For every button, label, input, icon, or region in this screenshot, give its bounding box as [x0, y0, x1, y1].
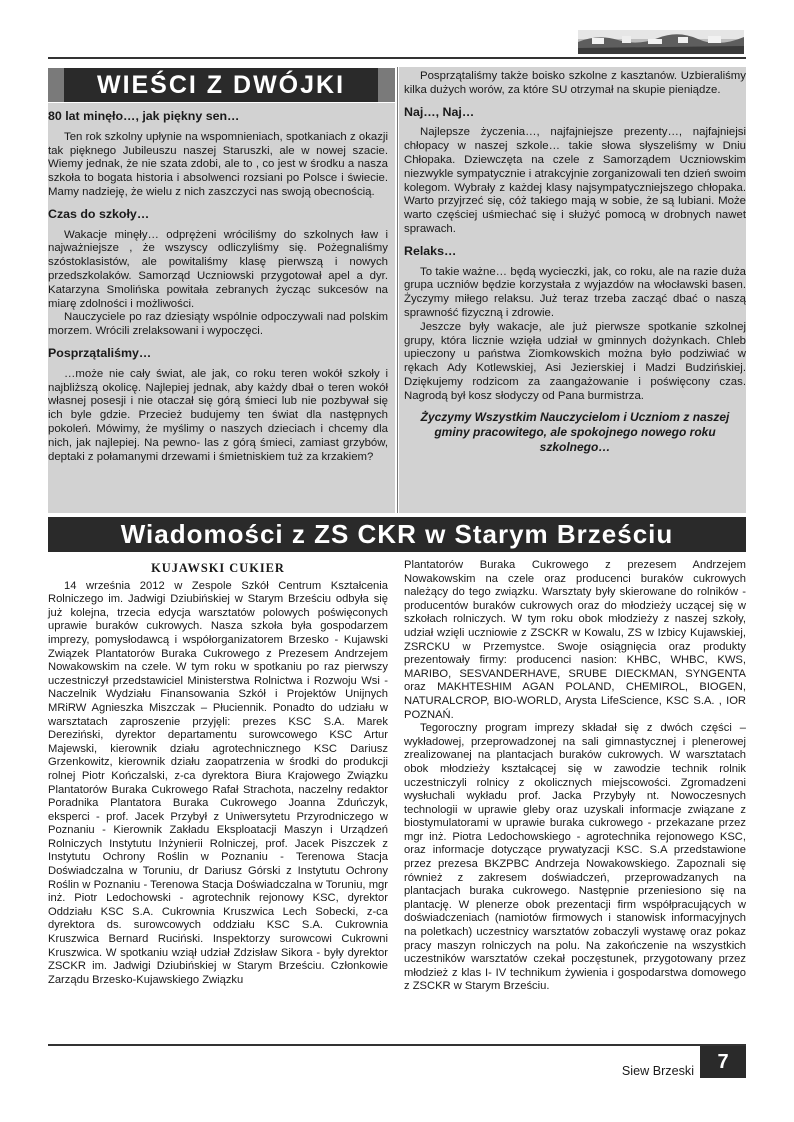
article-paragraph: Wakacje minęły… odprężeni wróciliśmy do szkolnych ław i najważniejsze , że wszyscy odliczyliśmy się. Pożegnaliśmy szóstoklasistów, ale powitaliśmy klasę pierwszą i nowych przedszkolaków. Samorząd Uczniowski przygotował apel a dyr. Katarzyna Smolińska powitała zebranych życząc sukcesów na miarę zdolności i możliwości.: [48, 228, 388, 310]
article-paragraph: Najlepsze życzenia…, najfajniejsze prezenty…, najfajniejsi chłopacy w naszej szkole… takie słowa słyszeliśmy w Dniu Chłopaka. Dziewczęta na czele z Samorządem Uczniowskim niezwykle sympatycznie i atrakcyjnie zorganizowali ten dzień swoim kolegom. Wybrały z każdej klasy najsympatyczniejszego chłopaka. Warto przyjrzeć się, cóż takiego mają w sobie, że są lubiani. Może warto częściej uśmiechać się i służyć pomocą w drobnych nawet sprawach.: [404, 126, 746, 235]
section2-title: Wiadomości z ZS CKR w Starym Brześciu: [120, 519, 674, 549]
closing-wishes: Życzymy Wszystkim Nauczycielom i Uczniom z naszej gminy pracowitego, ale spokojnego nowego roku szkolnego…: [420, 409, 730, 454]
article-heading: Czas do szkoły…: [48, 206, 150, 221]
section2-header: [48, 517, 746, 552]
page-number: 7: [700, 1046, 746, 1078]
article-paragraph: Nauczyciele po raz dziesiąty wspólnie odpoczywali nad polskim morzem. Wrócili zrelaksowani i wypoczęci.: [48, 311, 388, 338]
article-paragraph: …może nie cały świat, ale jak, co roku teren wokół szkoły i najbliższą okolicę. Najlepiej jednak, aby każdy dbał o teren wokół własnej posesji i nie otaczał się górą śmieci lub nie pozbywał się ich byle gdzie. Przecież budujemy ten świat dla następnych pokoleń. Mówimy, że myślimy o naszych dzieciach i chcemy dla nich, jak najlepiej. Na pewno- las z górą śmieci, zamiast grzybów, deptaki z połamanymi drzewami i śmietniskiem tuż za krzakiem?: [48, 367, 388, 463]
article-paragraph: Tegoroczny program imprezy składał się z dwóch części – wykładowej, przeprowadzonej na sali gimnastycznej i plenerowej zrealizowanej na plantacjach buraków cukrowych. W warsztatach obok młodzieży kształcącej się w zawodzie technik rolnik uczestniczyli rolnicy z okolicznych miejscowości. Zgromadzeni wysłuchali wykładu prof. Jacka Przybyły nt. Nowoczesnych technologii w uprawie gleby oraz uzyskali informacje związane z biostymulatorami w uprawie buraka cukrowego - przekazane przez mgr inż. Piotra Ledochowskiego - agrotechnika rejonowego KSC, oraz informacje dotyczące prywatyzacji KSC. S.A przedstawione przez prezesa BKZPBC Andrzeja Nowakowskiego. Zapoznali się również z zakresem doświadczeń, przeprowadzanych na plantacjach buraka cukrowego. Następnie przeniesiono się na plantację. W plenerze obok prezentacji firm współpracujących w doświadczeniach (namiotów firmowych i stanowisk informacyjnych na poletkach) uczestnicy warsztatów zobaczyli wystawę oraz pokaz pracy maszyn rolniczych na polu. Na zakończenie na wszystkich uczestników warsztatów czekał poczęstunek, przygotowany przez młodzież z klas I- IV technikum żywienia i gospodarstwa domowego z ZSCKR w Starym Brześciu.: [404, 722, 746, 993]
section2-left-column: [48, 562, 388, 987]
section1-title: WIEŚCI Z DWÓJKI: [96, 70, 346, 99]
column-divider: [397, 67, 398, 513]
village-landscape-photo: [578, 30, 744, 54]
section1-right-column: [404, 70, 746, 455]
publication-name: Siew Brzeski: [621, 1064, 694, 1078]
top-rule: [48, 57, 746, 59]
article-paragraph: Posprzątaliśmy także boisko szkolne z kasztanów. Uzbieraliśmy kilka dużych worów, za które SU otrzymał na skupie pieniądze.: [404, 70, 746, 96]
article-paragraph: Jeszcze były wakacje, ale już pierwsze spotkanie szkolnej grupy, która licznie wzięła udział w gminnych dożynkach. Chleb upieczony u państwa Ziomkowskich można było podziwiać w rękach Ady Kotlewskiej, Asi Jezierskiej i Madzi Budzińskiej. Dziękujemy rodzicom za zaangażowanie i poświęcony czas. Nagrodą był kosz słodyczy od Pana burmistrza.: [404, 320, 746, 402]
article-title: KUJAWSKI CUKIER: [151, 561, 285, 575]
article-paragraph: Ten rok szkolny upłynie na wspomnieniach, spotkaniach z okazji tak pięknego Jubileuszu naszej Staruszki, ale w nowej szacie. Wiemy jednak, że nie szata zdobi, ale to , co jest w środku a nasza szkoła to bogata historia i absolwenci rozsiani po Polsce i świecie. Mamy nadzieję, że wielu z nich zaszczyci nas swoją obecnością.: [48, 130, 388, 198]
article-paragraph: 14 września 2012 w Zespole Szkół Centrum Kształcenia Rolniczego im. Jadwigi Dziubińskiej w Starym Brześciu odbyła się już kolejna, trzecia edycja warsztatów polowych poświęconych uprawie buraków cukrowych. Nasza szkoła była gospodarzem imprezy, pomysłodawcą i współorganizatorem Brzesko - Kujawski Związek Plantatorów Buraka Cukrowego z Prezesem Andrzejem Nowakowskim na czele. W tym roku w spotkaniu po raz pierwszy uczestniczył przedstawiciel Ministerstwa Rolnictwa i Rozwoju Wsi - Naczelnik Wydziału Finansowania Szkół i Projektów Unijnych MRiRW Agnieszka Miszczak – Płuciennik. Ponadto do udziału w warsztatach zaproszenie przyjęli: prezes KSC S.A. Marek Dereziński, dyrektor departamentu surowcowego KSC Artur Majewski, kierownik działu agrotechnicznego KSC Dariusz Grzenkowitz, kierownik działu zaopatrzenia w środki do produkcji rolnej Piotr Kończalski, z-ca dyrektora Biura Krajowego Związku Plantatorów Buraka Cukrowego Rafał Strachota, naczelny redaktor Poradnika Plantatora Buraka Cukrowego Joanna Zduńczyk, eksperci - prof. Jacek Przybył z Uniwersytetu Przyrodniczego w Poznaniu - Kierownik Zakładu Eksploatacji Maszyn i Urządzeń Rolniczych Instytutu Inżynierii Rolniczej, prof. Jacek Piszczek z Instytutu Ochrony Roślin w Poznaniu - Terenowa Stacja Doświadczalna w Toruniu, dr Dariusz Górski z Instytutu Ochrony Roślin w Poznaniu - Terenowa Stacja Doświadczalna w Toruniu, mgr inż. Piotr Ledochowski - agrotechnik rejonowy KSC, dyrektor Oddziału KSC S.A. Cukrownia Kruszwica Lech Sobecki, z-ca dyrektora ds. surowcowych oddziału KSC S.A. Cukrownia Kruszwica Bernard Ruciński. Inspektorzy surowcowi Cukrowni Kruszwica. W spotkaniu wziął udział Zdzisław Sikora - były dyrektor ZSCKR im. Jadwigi Dziubińskiej w Starym Brześciu. Członkowie Zarządu Brzesko-Kujawskiego Związku: [48, 579, 388, 986]
section2-right-column: [404, 559, 746, 994]
section1-header: [64, 68, 378, 102]
article-paragraph: To takie ważne… będą wycieczki, jak, co roku, ale na razie duża grupa uczniów będzie korzystała z wyjazdów na włocławski basen. Życzymy miłego relaksu. Już teraz trzeba zacząć dbać o naszą sprawność fizyczną i zdrowie.: [404, 265, 746, 319]
article-heading: Relaks…: [404, 243, 457, 258]
article-heading: 80 lat minęło…, jak piękny sen…: [48, 109, 240, 123]
section1-left-column: [48, 110, 388, 464]
article-heading: Posprzątaliśmy…: [48, 345, 152, 360]
article-heading: Naj…, Naj…: [404, 104, 475, 119]
bottom-rule: [48, 1044, 746, 1046]
article-paragraph: Plantatorów Buraka Cukrowego z prezesem Andrzejem Nowakowskim na czele oraz producenci buraków cukrowych należący do tego związku. Warsztaty były skierowane do rolników - producentów buraków cukrowych oraz do młodzieży uczącej się w szkołach rolniczych. W tym roku obok młodzieży z naszej szkoły, udział wzięli uczniowie z ZSCKR w Kowalu, ZS w Izbicy Kujawskiej, ZSRCKU w Przemystce. Swoje osiągnięcia oraz produkty prezentowały firmy: producenci nasion: KHBC, WHBC, KWS, MARIBO, SESVANDERHAVE, SRUBE DIECKMAN, SYNGENTA oraz MAKHTESHIM AGAN POLAND, CHEMIROL, BIOGEN, NATURALCROP, BIO-WORLD, Arysta LifeScience, KSC S.A. , IOR POZNAŃ.: [404, 559, 746, 721]
